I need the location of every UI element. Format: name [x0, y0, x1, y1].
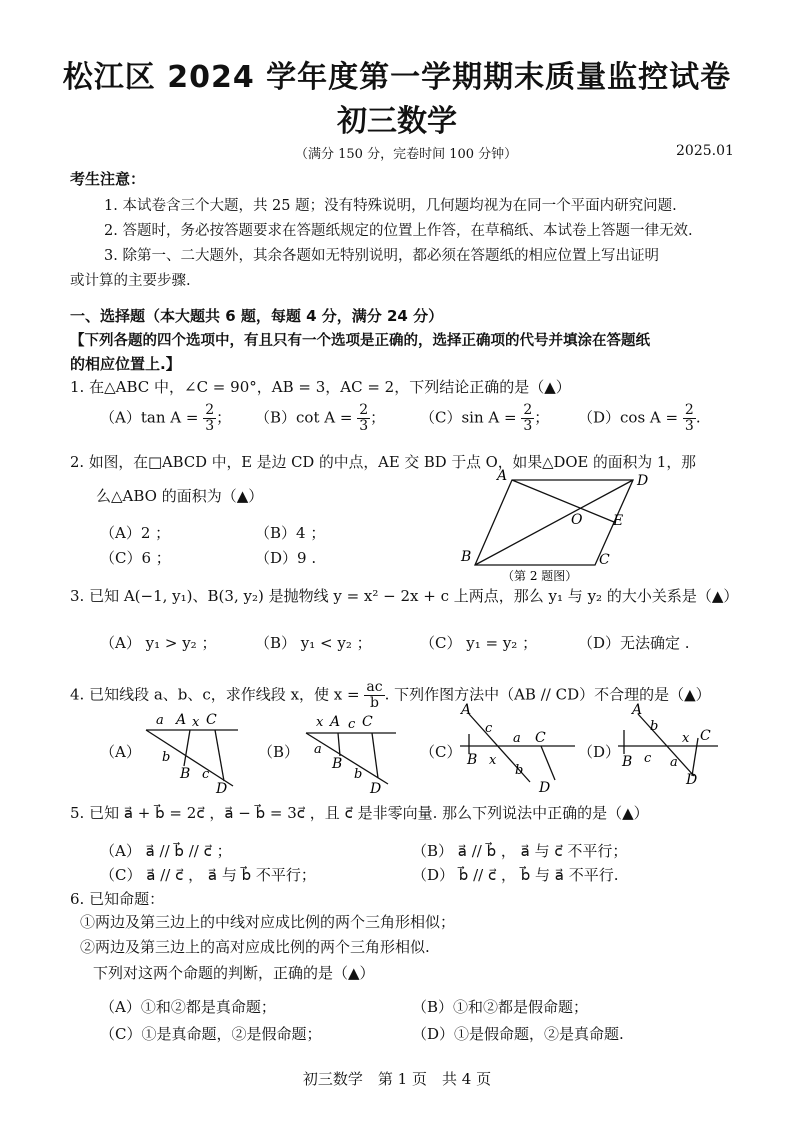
figure-label: c — [644, 751, 652, 766]
q5-option-d: （D） b⃗ // c⃗ ， b⃗ 与 a⃗ 不平行. — [412, 866, 619, 884]
q2-option-c: （C）6 ； — [100, 549, 171, 567]
q4-figure-b — [300, 706, 405, 794]
figure-label: x — [489, 753, 497, 768]
q6-option-c: （C）①是真命题，②是假命题； — [100, 1025, 322, 1043]
section1-heading: 一、选择题（本大题共 6 题，每题 4 分，满分 24 分） — [70, 307, 444, 325]
figure-label: b — [162, 750, 171, 765]
q6-question: 下列对这两个命题的判断，正确的是（▲） — [93, 964, 375, 982]
label-e: E — [613, 513, 624, 529]
notice-item-3-cont: 或计算的主要步骤. — [70, 273, 191, 289]
figure-label: C — [700, 728, 711, 744]
q4-option-c-label: （C） — [420, 743, 462, 761]
label-d: D — [637, 473, 649, 489]
q1-option-d: （D）cos A = $\frac{2}{3}$ . — [578, 402, 701, 434]
page-footer: 初三数学 第 1 页 共 4 页 — [302, 1070, 492, 1088]
figure-label: C — [535, 730, 546, 746]
q4-option-a-label: （A） — [100, 743, 141, 761]
q2-figure-caption: （第 2 题图） — [502, 569, 578, 583]
figure-line — [692, 738, 698, 776]
q6-stem: 6. 已知命题： — [70, 890, 165, 908]
figure-label: A — [461, 702, 472, 718]
label-c: C — [599, 552, 610, 568]
figure-label: x — [192, 715, 200, 730]
q5-option-b: （B） a⃗ // b⃗ ， a⃗ 与 c⃗ 不平行； — [412, 842, 628, 860]
figure-label: A — [632, 702, 643, 718]
figure-label: A — [330, 714, 341, 730]
q3-option-a: （A） y₁ > y₂ ； — [100, 634, 217, 652]
q5-option-a: （A） a⃗ // b⃗ // c⃗ ； — [100, 842, 232, 860]
figure-label: B — [467, 752, 478, 768]
q1-option-a: （A）tan A = $\frac{2}{3}$ ； — [100, 402, 232, 434]
q2-stem-1: 2. 如图，在□ABCD 中，E 是边 CD 的中点，AE 交 BD 于点 O，如果△DOE 的面积为 1，那 — [70, 454, 696, 471]
figure-label: a — [670, 755, 678, 770]
figure-label: C — [206, 712, 217, 728]
figure-label: x — [682, 731, 690, 746]
q4-figure-d — [612, 700, 722, 794]
q3-option-c: （C） y₁ = y₂ ； — [420, 634, 538, 652]
q4-figure-c — [455, 700, 580, 794]
q2-option-a: （A）2 ； — [100, 524, 171, 542]
exam-date: 2025.01 — [676, 143, 734, 159]
figure-label: D — [539, 780, 551, 794]
notice-item-2: 2. 答题时，务必按答题要求在答题纸规定的位置上作答，在草稿纸、本试卷上答题一律无效. — [104, 223, 693, 239]
figure-line — [184, 730, 190, 766]
q2-figure-parallelogram — [455, 468, 665, 583]
q4-option-d-label: （D） — [578, 743, 621, 761]
figure-label: D — [686, 772, 698, 788]
q5-stem: 5. 已知 a⃗ + b⃗ = 2c⃗ ，a⃗ − b⃗ = 3c⃗ ，且 c⃗ 是非零向量. 那么下列说法中正确的是（▲） — [70, 804, 649, 822]
figure-label: c — [485, 721, 493, 736]
q6-proposition-2: ②两边及第三边上的高对应成比例的两个三角形相似. — [80, 938, 430, 956]
figure-line — [541, 746, 555, 780]
figure-label: B — [332, 756, 343, 772]
figure-label: x — [316, 715, 324, 730]
figure-label: a — [156, 713, 164, 728]
segment-ae — [512, 480, 614, 522]
figure-label: B — [180, 766, 191, 782]
figure-label: B — [622, 754, 633, 770]
figure-label: b — [515, 763, 524, 778]
exam-info: （满分 150 分，完卷时间 100 分钟） — [295, 147, 518, 162]
q1-option-c: （C）sin A = $\frac{2}{3}$ ； — [420, 402, 550, 434]
q2-option-b: （B）4 ； — [255, 524, 326, 542]
q6-proposition-1: ①两边及第三边上的中线对应成比例的两个三角形相似； — [80, 913, 456, 931]
figure-label: D — [370, 781, 382, 794]
figure-label: a — [513, 731, 521, 746]
figure-label: D — [216, 781, 228, 794]
q2-stem-2: 么△ABO 的面积为（▲） — [96, 487, 264, 505]
q3-stem: 3. 已知 A(−1, y₁)、B(3, y₂) 是抛物线 y = x² − 2x + c 上两点，那么 y₁ 与 y₂ 的大小关系是（▲） — [70, 587, 739, 605]
q6-option-a: （A）①和②都是真命题； — [100, 998, 276, 1016]
figure-label: A — [176, 712, 187, 728]
exam-subtitle: 初三数学 — [337, 104, 457, 139]
exam-title: 松江区 2024 学年度第一学期期末质量监控试卷 — [62, 60, 732, 95]
notice-heading: 考生注意： — [70, 170, 146, 188]
q4-figure-a — [140, 706, 245, 794]
q3-option-b: （B） y₁ < y₂ ； — [255, 634, 372, 652]
figure-label: b — [354, 767, 363, 782]
q1-option-b: （B）cot A = $\frac{2}{3}$ ； — [255, 402, 386, 434]
label-o: O — [571, 512, 583, 528]
figure-line — [372, 733, 378, 778]
figure-label: b — [650, 719, 659, 734]
label-a: A — [497, 468, 508, 484]
figure-label: c — [202, 767, 210, 782]
notice-item-1: 1. 本试卷含三个大题，共 25 题；没有特殊说明，几何题均视为在同一个平面内研究问题. — [104, 198, 677, 214]
q2-option-d: （D）9 . — [255, 549, 317, 567]
section1-instruction-1: 【下列各题的四个选项中，有且只有一个选项是正确的，选择正确项的代号并填涂在答题纸 — [70, 333, 650, 349]
q5-option-c: （C） a⃗ // c⃗ ， a⃗ 与 b⃗ 不平行； — [100, 866, 316, 884]
q4-stem: 4. 已知线段 a、b、c，求作线段 x，使 x = $\frac{ac}{b}$ . 下列作图方法中（AB // CD）不合理的是（▲） — [70, 679, 711, 711]
section1-instruction-2: 的相应位置上.】 — [70, 355, 181, 373]
figure-label: c — [348, 717, 356, 732]
q4-option-b-label: （B） — [258, 743, 300, 761]
q6-option-b: （B）①和②都是假命题； — [412, 998, 589, 1016]
q3-option-d: （D）无法确定 . — [578, 634, 690, 652]
q1-stem: 1. 在△ABC 中，∠C = 90°，AB = 3，AC = 2，下列结论正确的是（▲） — [70, 378, 571, 396]
figure-label: C — [362, 714, 373, 730]
notice-item-3: 3. 除第一、二大题外，其余各题如无特别说明，都必须在答题纸的相应位置上写出证明 — [104, 248, 659, 264]
figure-label: a — [314, 742, 322, 757]
figure-line — [215, 730, 224, 781]
label-b: B — [461, 549, 472, 565]
q6-option-d: （D）①是假命题，②是真命题. — [412, 1025, 624, 1043]
